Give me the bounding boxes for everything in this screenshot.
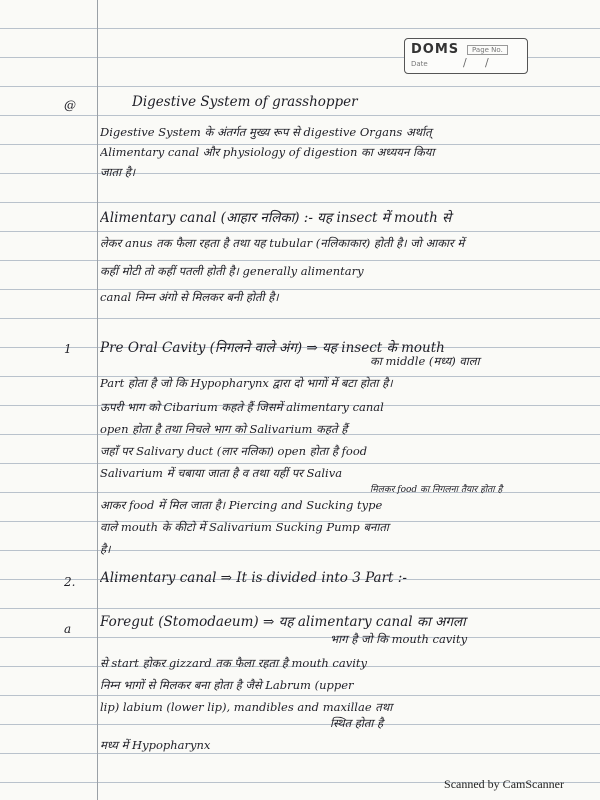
section2-number: 2. [64,575,76,589]
preoral-number: 1 [64,342,72,356]
alimentary-line-2: लेकर anus तक फैला रहता है तथा यह tubular (नलिकाकार) होती है। जो आकार में [100,236,465,250]
stamp-brand: DOMS [411,42,460,57]
alimentary-line-4: canal निम्न अंगो से मिलकर बनी होती है। [100,290,279,304]
scanner-watermark: Scanned by CamScanner [444,777,564,791]
intro-line-1: Digestive System के अंतर्गत मुख्य रूप से digestive Organs अर्थात् [100,125,432,139]
notebook-stamp [404,38,528,74]
intro-line-3: जाता है। [100,165,136,179]
foregut-line-1: Foregut (Stomodaeum) ⇒ यह alimentary canal का अगला [100,614,466,630]
preoral-line-9: आकर food में मिल जाता है। Piercing and Sucking type [100,498,383,512]
preoral-line-4: ऊपरी भाग को Cibarium कहते हैं जिसमें alimentary canal [100,400,384,414]
preoral-line-2: का middle (मध्य) वाला [370,354,480,368]
stamp-date: Date [411,60,428,68]
foregut-line-2: भाग है जो कि mouth cavity [330,632,468,646]
preoral-line-6: जहाँ पर Salivary duct (लार नलिका) open होता है food [100,444,368,458]
page-title: Digestive System of grasshopper [132,94,358,110]
intro-line-2: Alimentary canal और physiology of digestion का अध्ययन किया [100,145,435,159]
foregut-line-6: स्थित होता है [330,716,384,730]
foregut-line-4: निम्न भागों से मिलकर बना होता है जैसे Labrum (upper [100,678,354,692]
alimentary-line-3: कहीं मोटी तो कहीं पतली होती है। generally alimentary [100,264,364,278]
title-marker: @ [64,98,76,112]
stamp-slash-2: / [485,56,489,69]
preoral-line-7: Salivarium में चबाया जाता है व तथा यहीं पर Saliva [100,466,343,480]
preoral-line-3: Part होता है जो कि Hypopharynx द्वारा दो भागों में बटा होता है। [100,376,393,390]
preoral-line-11: है। [100,542,111,556]
section2-line: Alimentary canal ⇒ It is divided into 3 Part :- [100,570,407,586]
foregut-line-7: मध्य में Hypopharynx [100,738,211,752]
preoral-line-10: वाले mouth के कीटो में Salivarium Sucking Pump बनाता [100,520,389,534]
stamp-page-no: Page No. [467,45,508,55]
foregut-line-3: से start होकर gizzard तक फैला रहता है mouth cavity [100,656,367,670]
foregut-line-5: lip) labium (lower lip), mandibles and maxillae तथा [100,700,393,714]
preoral-line-8: मिलकर food का निगलना तैयार होता है [370,485,503,495]
preoral-line-5: open होता है तथा निचले भाग को Salivarium कहते हैं [100,422,348,436]
alimentary-line-1: Alimentary canal (आहार नलिका) :- यह insect में mouth से [100,210,452,226]
stamp-slash-1: / [463,56,467,69]
foregut-number: a [64,622,72,636]
preoral-line-1: Pre Oral Cavity (निगलने वाले अंग) ⇒ यह insect के mouth [100,340,445,356]
